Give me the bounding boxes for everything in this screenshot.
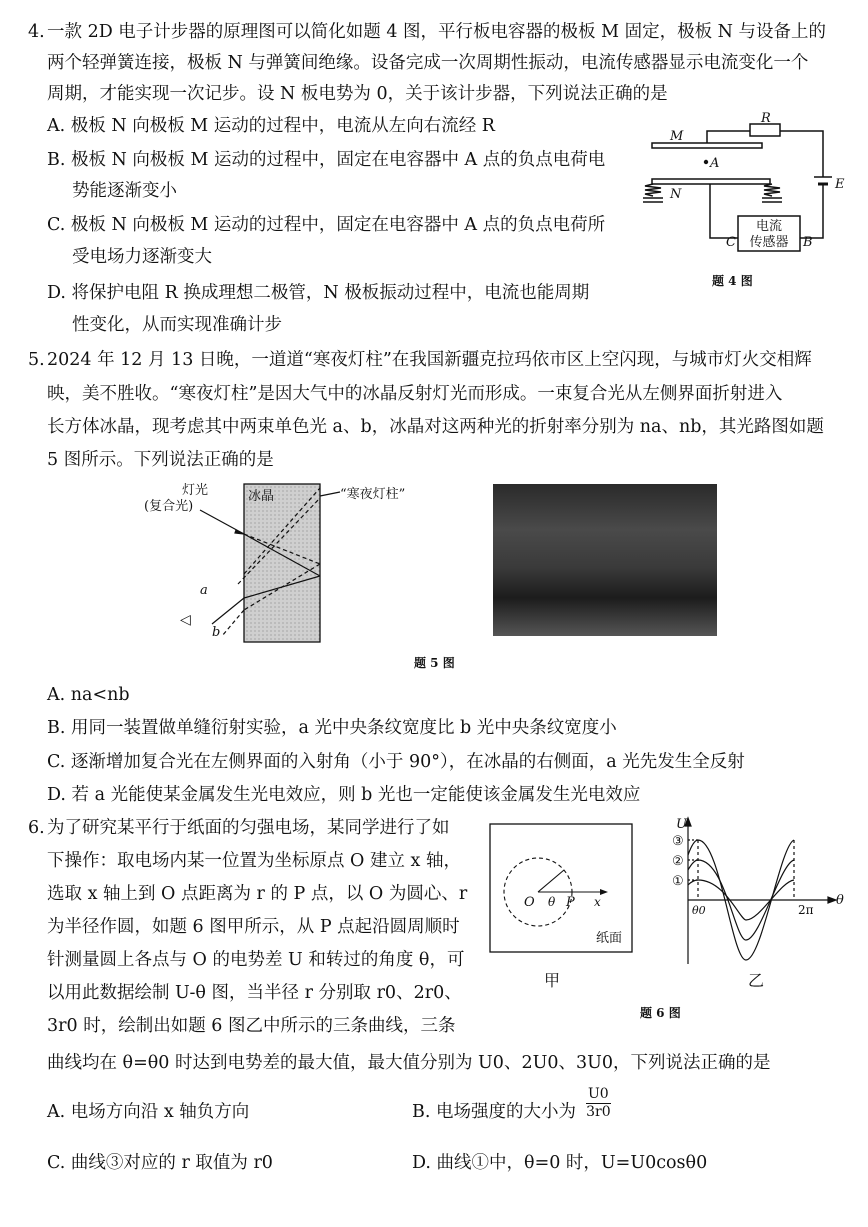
q5-option-b: B. 用同一装置做单缝衍射实验，a 光中央条纹宽度比 b 光中央条纹宽度小 (47, 718, 617, 738)
q4-stem-line-1: 一款 2D 电子计步器的原理图可以简化如题 4 图，平行板电容器的极板 M 固定，极板 N 与设备上的 (47, 22, 827, 42)
q6-label-p: P (566, 895, 575, 910)
q6-jia-label: 甲 (544, 971, 561, 990)
q4-option-c-line-2: 受电场力逐渐变大 (72, 247, 212, 267)
q5-stem-line-3: 长方体冰晶，现考虑其中两束单色光 a、b，冰晶对这两种光的折射率分别为 na、nb，其光路图如题 (47, 417, 824, 437)
q4-label-a: A (710, 156, 720, 171)
fraction-denominator: 3r0 (586, 1104, 611, 1120)
q5-stem-line-1: 2024 年 12 月 13 日晚，一道道“寒夜灯柱”在我国新疆克拉玛依市区上空闪现，与城市灯火交相辉 (47, 350, 812, 370)
q6-two-pi-label: 2π (798, 903, 814, 917)
q6-figure-jia (488, 822, 638, 994)
q5-option-a: A. na<nb (47, 685, 130, 705)
q6-theta0-label: θ0 (692, 904, 706, 917)
q6-axis-u: U (676, 817, 687, 832)
q5-option-d: D. 若 a 光能使某金属发生光电效应，则 b 光也一定能使该金属发生光电效应 (47, 785, 641, 805)
q6-stem-line-5: 针测量圆上各点与 O 的电势差 U 和转过的角度 θ，可 (47, 950, 465, 970)
q4-stem-line-3: 周期，才能实现一次记步。设 N 板电势为 0，关于该计步器，下列说法正确的是 (47, 84, 668, 104)
q4-figure-caption: 题 4 图 (712, 274, 753, 288)
q5-option-c: C. 逐渐增加复合光在左侧界面的入射角（小于 90°），在冰晶的右侧面，a 光先发生全反射 (47, 752, 745, 772)
q5-figure-caption: 题 5 图 (414, 656, 455, 670)
q6-stem-line-4: 为半径作圆，如题 6 图甲所示，从 P 点起沿圆周顺时 (47, 917, 460, 937)
q4-label-n: N (670, 187, 682, 202)
q6-axis-theta: θ (836, 893, 844, 908)
q6-paper-label: 纸面 (596, 931, 623, 946)
q5-city-photo (493, 484, 717, 636)
q5-stem-line-2: 映，美不胜收。“寒夜灯柱”是因大气中的冰晶反射灯光而形成。一束复合光从左侧界面折射进入 (47, 384, 783, 404)
q5-lamp-line-2: (复合光) (144, 499, 194, 514)
q6-stem-line-6: 以用此数据绘制 U-θ 图，当半径 r 分别取 r0、2r0、 (47, 983, 462, 1003)
q4-label-c: C (726, 235, 736, 250)
q5-lamp-line-1: 灯光 (182, 483, 209, 498)
q5-pillar-label: “寒夜灯柱” (340, 487, 406, 502)
q6-stem-line-7: 3r0 时，绘制出如题 6 图乙中所示的三条曲线，三条 (47, 1016, 456, 1036)
q6-yi-label: 乙 (748, 971, 765, 990)
q4-sensor-line-1: 电流 (755, 219, 783, 234)
q4-label-b: B (803, 235, 813, 250)
q4-circuit-diagram (630, 110, 850, 290)
q6-stem-line-3: 选取 x 轴上到 O 点距离为 r 的 P 点，以 O 为圆心、r (47, 884, 468, 904)
fraction-numerator: U0 (588, 1086, 609, 1102)
q4-label-m: M (670, 129, 684, 144)
q5-stem-line-4: 5 图所示。下列说法正确的是 (47, 450, 274, 470)
q6-figure-yi (670, 814, 850, 994)
q4-stem-line-2: 两个轻弹簧连接，极板 N 与弹簧间绝缘。设备完成一次周期性振动，电流传感器显示电流变化一个 (47, 53, 809, 73)
q4-option-d-line-2: 性变化，从而实现准确计步 (72, 315, 282, 335)
q4-option-a: A. 极板 N 向极板 M 运动的过程中，电流从左向右流经 R (47, 116, 495, 136)
q6-label-theta: θ (548, 895, 556, 909)
q6-stem-line-1: 为了研究某平行于纸面的匀强电场，某同学进行了如 (47, 818, 450, 838)
q5-ice-label: 冰晶 (248, 489, 275, 504)
q4-label-e: E (835, 177, 845, 192)
q5-number: 5. (28, 350, 45, 370)
q4-sensor-line-2: 传感器 (749, 235, 789, 250)
q5-label-a: a (200, 583, 208, 598)
q4-option-b-line-1: B. 极板 N 向极板 M 运动的过程中，固定在电容器中 A 点的负点电荷电 (47, 150, 606, 170)
q6-curve-3-label: ③ (672, 834, 684, 849)
q6-curve-1-label: ① (672, 874, 684, 889)
q6-option-b-fraction (586, 1086, 611, 1121)
eye-icon: ◁ (180, 612, 191, 628)
q6-option-c: C. 曲线③对应的 r 取值为 r0 (47, 1153, 273, 1173)
q6-option-b: B. 电场强度的大小为 (412, 1102, 576, 1122)
q5-ray-diagram (130, 478, 460, 646)
q6-option-d: D. 曲线①中，θ=0 时，U=U0cosθ0 (412, 1153, 708, 1173)
q5-label-b: b (212, 625, 221, 640)
q4-option-d-line-1: D. 将保护电阻 R 换成理想二极管，N 极板振动过程中，电流也能周期 (47, 283, 590, 303)
q6-label-o: O (524, 895, 535, 910)
q6-curve-2-label: ② (672, 854, 684, 869)
q4-option-b-line-2: 势能逐渐变小 (72, 181, 177, 201)
q6-option-a: A. 电场方向沿 x 轴负方向 (47, 1102, 250, 1122)
q6-label-x: x (594, 895, 601, 909)
q6-stem-line-2: 下操作：取电场内某一位置为坐标原点 O 建立 x 轴， (47, 851, 461, 871)
q4-number: 4. (28, 22, 45, 42)
q6-number: 6. (28, 818, 45, 838)
q4-option-c-line-1: C. 极板 N 向极板 M 运动的过程中，固定在电容器中 A 点的负点电荷所 (47, 215, 606, 235)
q6-stem-line-8: 曲线均在 θ=θ0 时达到电势差的最大值，最大值分别为 U0、2U0、3U0，下列说法正确的是 (47, 1053, 771, 1073)
q4-label-r: R (761, 111, 771, 126)
q6-figure-caption: 题 6 图 (640, 1006, 681, 1020)
